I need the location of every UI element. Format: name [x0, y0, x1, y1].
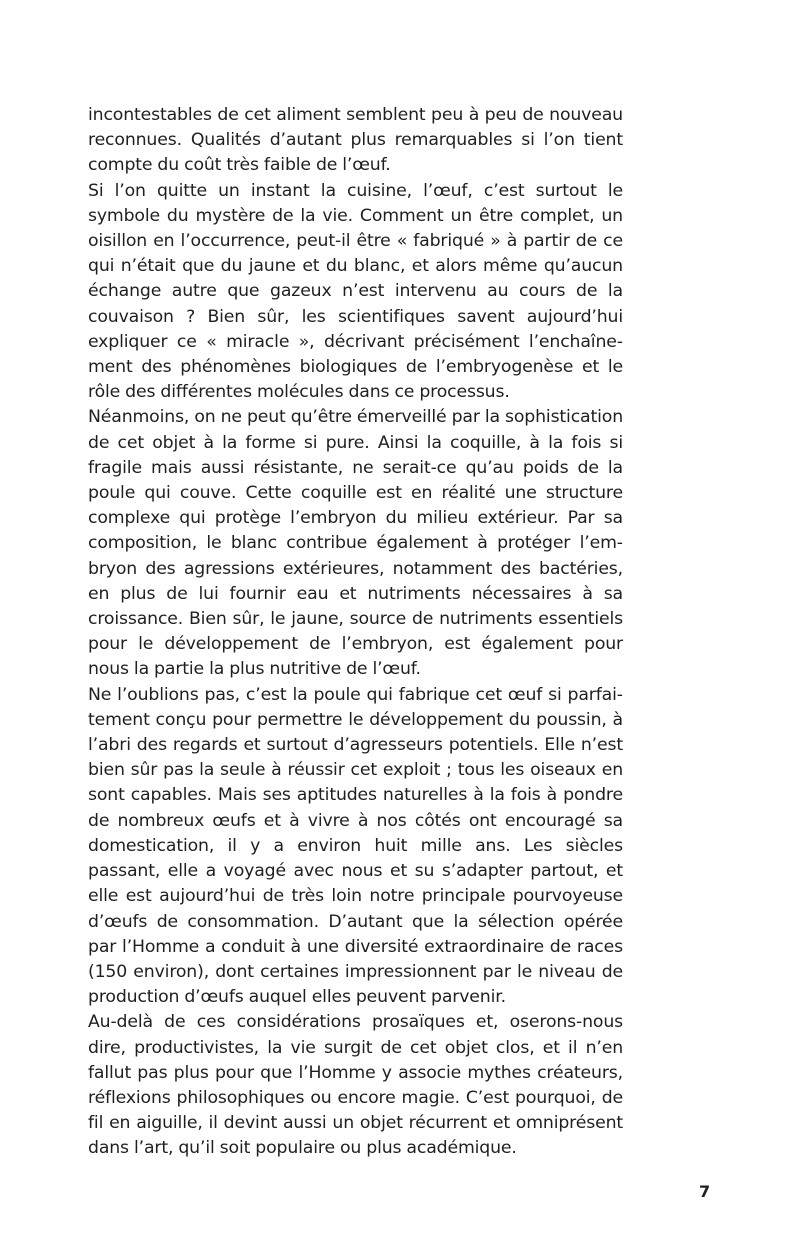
paragraph: Si l’on quitte un instant la cuisine, l’œuf, c’est surtout le symbole du mystère de la vie. Comment un être complet, un oisillon en l’occurrence, peut-il être « fabriqué » à partir de ce qui n’était que du jaune et du blanc, et alors même qu’aucun échange autre que gazeux n’est intervenu au cours de la couvaison ? Bien sûr, les scientifiques savent aujourd’hui expliquer ce « miracle », décrivant précisément l’enchaînement des phénomènes biologiques de l’embryogenèse et le rôle des différentes molécules dans ce processus.: [88, 180, 623, 403]
paragraph: Ne l’oublions pas, c’est la poule qui fabrique cet œuf si parfaitement conçu pour permettre le développement du poussin, à l’abri des regards et surtout d’agresseurs potentiels. Elle n’est bien sûr pas la seule à réussir cet exploit ; tous les oiseaux en sont capables. Mais ses aptitudes naturelles à la fois à pondre de nombreux œufs et à vivre à nos côtés ont encouragé sa domestication, il y a environ huit mille ans. Les siècles passant, elle a voyagé avec nous et su s’adapter partout, et elle est aujourd’hui de très loin notre principale pourvoyeuse d’œufs de consommation. D’autant que la sélection opérée par l’Homme a conduit à une diversité extraordinaire de races (150 environ), dont certaines impressionnent par le niveau de production d’œufs auquel elles peuvent parvenir.: [88, 684, 623, 1008]
paragraph: Au-delà de ces considérations prosaïques et, oserons-nous dire, productivistes, la vie surgit de cet objet clos, et il n’en fallut pas plus pour que l’Homme y associe mythes créateurs, réflexions philosophiques ou encore magie. C’est pourquoi, de fil en aiguille, il devint aussi un objet récurrent et omniprésent dans l’art, qu’il soit populaire ou plus académique.: [88, 1012, 623, 1159]
body-text: [88, 103, 623, 1162]
paragraph: incontestables de cet aliment semblent peu à peu de nouveau reconnues. Qualités d’autant plus remarquables si l’on tient compte du coût très faible de l’œuf.: [88, 105, 623, 176]
paragraph: Néanmoins, on ne peut qu’être émerveillé par la sophistication de cet objet à la forme si pure. Ainsi la coquille, à la fois si fragile mais aussi résistante, ne serait-ce qu’au poids de la poule qui couve. Cette coquille est en réalité une structure complexe qui protège l’embryon du milieu extérieur. Par sa composition, le blanc contribue également à protéger l’embryon des agressions extérieures, notamment des bactéries, en plus de lui fournir eau et nutriments nécessaires à sa croissance. Bien sûr, le jaune, source de nutriments essentiels pour le développement de l’embryon, est également pour nous la partie la plus nutritive de l’œuf.: [88, 407, 623, 680]
page-number: 7: [699, 1182, 711, 1201]
